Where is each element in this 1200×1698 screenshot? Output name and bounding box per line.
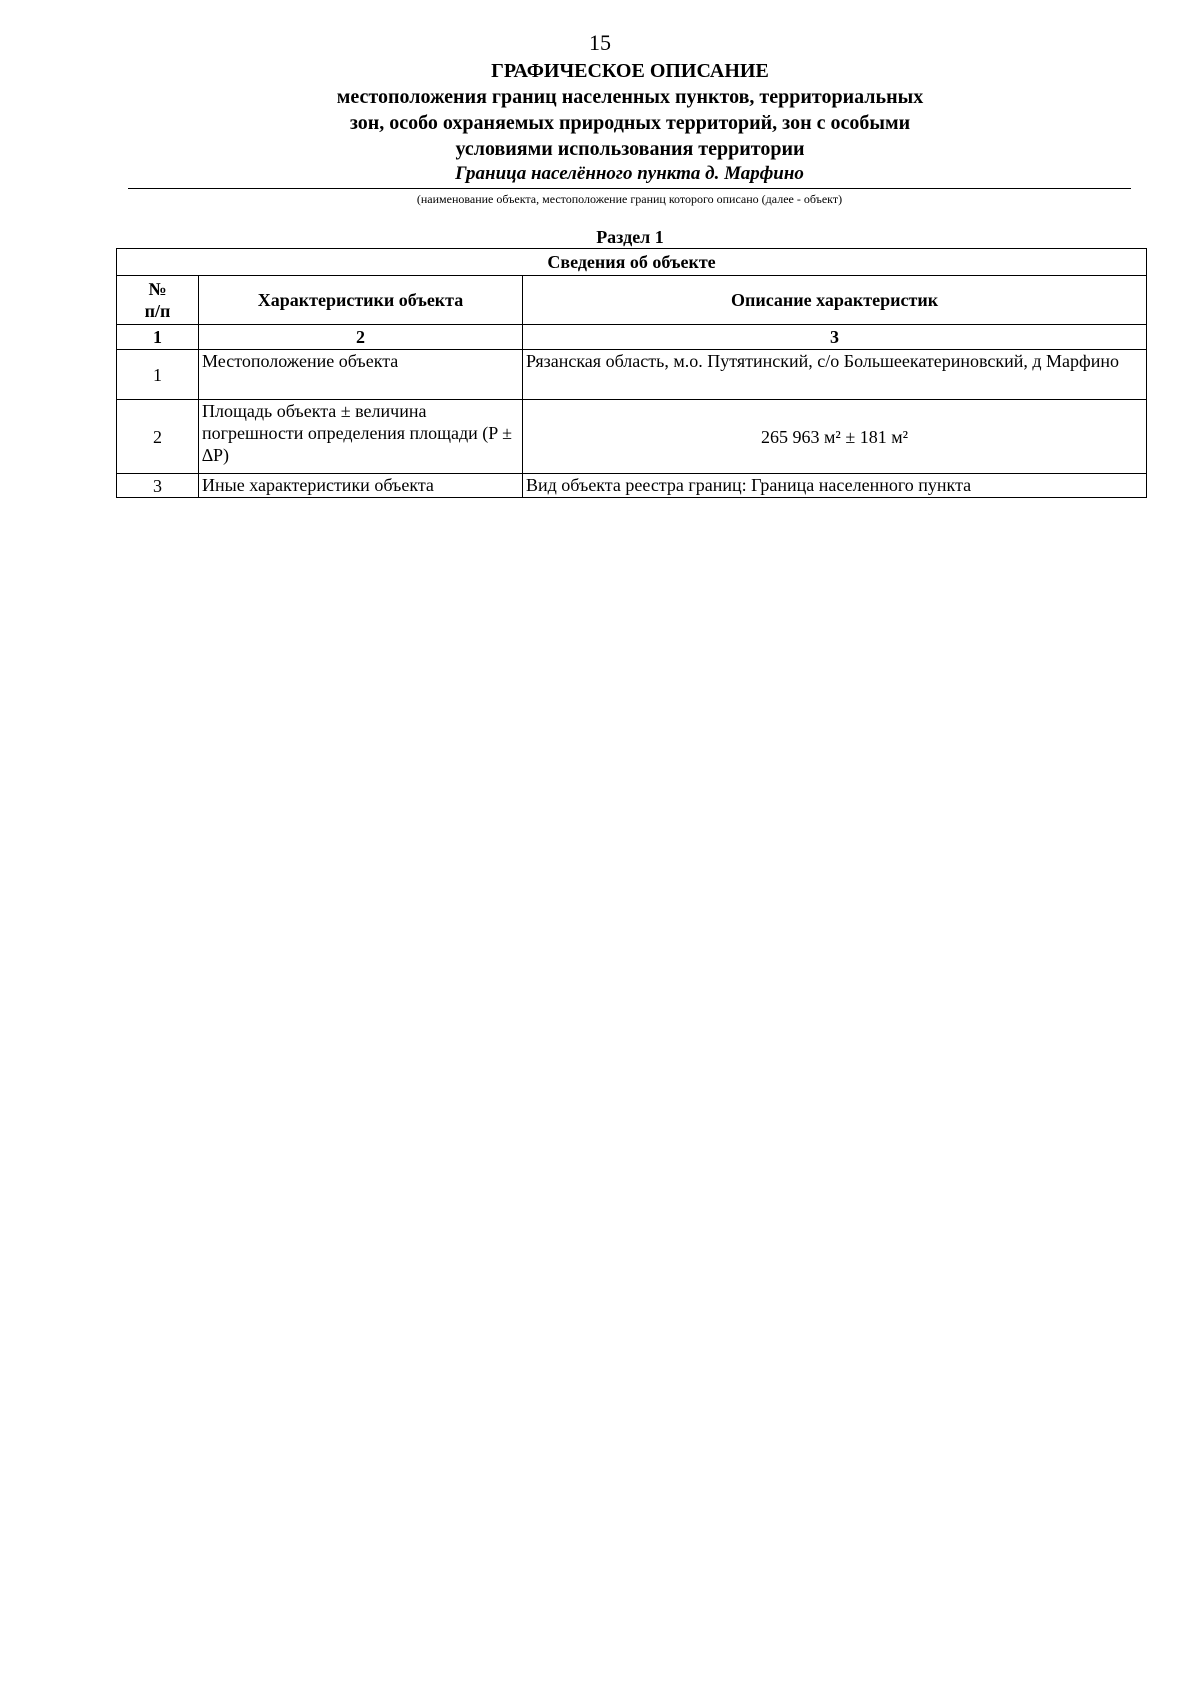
- table-row: [117, 350, 1147, 400]
- table-header-row: [117, 276, 1147, 325]
- page-number: 15: [589, 30, 611, 55]
- document-subtitle-line-3: условиями использования территории: [455, 138, 805, 160]
- row-index: 1: [117, 350, 199, 400]
- header-description: Описание характеристик: [523, 276, 1147, 325]
- header-index-number-sign: №: [148, 279, 167, 299]
- document-subtitle-line-2: зон, особо охраняемых природных территорий, зон с особыми: [349, 112, 911, 134]
- row-index: 3: [117, 474, 199, 498]
- header-index-label: п/п: [144, 301, 171, 321]
- table-caption-row: [117, 249, 1147, 276]
- row-index: 2: [117, 400, 199, 474]
- column-number-row: [117, 325, 1147, 350]
- section-title: Раздел 1: [596, 227, 664, 247]
- row-description: 265 963 м² ± 181 м²: [523, 400, 1147, 474]
- object-info-table: [116, 248, 1147, 498]
- row-characteristic: Иные характеристики объекта: [199, 474, 523, 498]
- row-description: Рязанская область, м.о. Путятинский, с/о Большеекатериновский, д Марфино: [523, 350, 1147, 400]
- row-characteristic: Площадь объекта ± величина погрешности определения площади (P ± ∆P): [199, 400, 523, 474]
- table-caption: Сведения об объекте: [117, 249, 1147, 276]
- header-characteristic: Характеристики объекта: [199, 276, 523, 325]
- header-index: [117, 276, 199, 325]
- column-number-3: 3: [523, 325, 1147, 350]
- column-number-2: 2: [199, 325, 523, 350]
- document-title: ГРАФИЧЕСКОЕ ОПИСАНИЕ: [491, 60, 769, 82]
- table-row: [117, 400, 1147, 474]
- object-name-note: (наименование объекта, местоположение границ которого описано (далее - объект): [416, 192, 843, 206]
- column-number-1: 1: [117, 325, 199, 350]
- row-description: Вид объекта реестра границ: Граница населенного пункта: [523, 474, 1147, 498]
- row-characteristic: Местоположение объекта: [199, 350, 523, 400]
- document-heading: [150, 58, 1110, 162]
- document-subtitle-line-1: местоположения границ населенных пунктов, территориальных: [336, 86, 924, 108]
- object-name: Граница населённого пункта д. Марфино: [128, 162, 1131, 189]
- table-row: [117, 474, 1147, 498]
